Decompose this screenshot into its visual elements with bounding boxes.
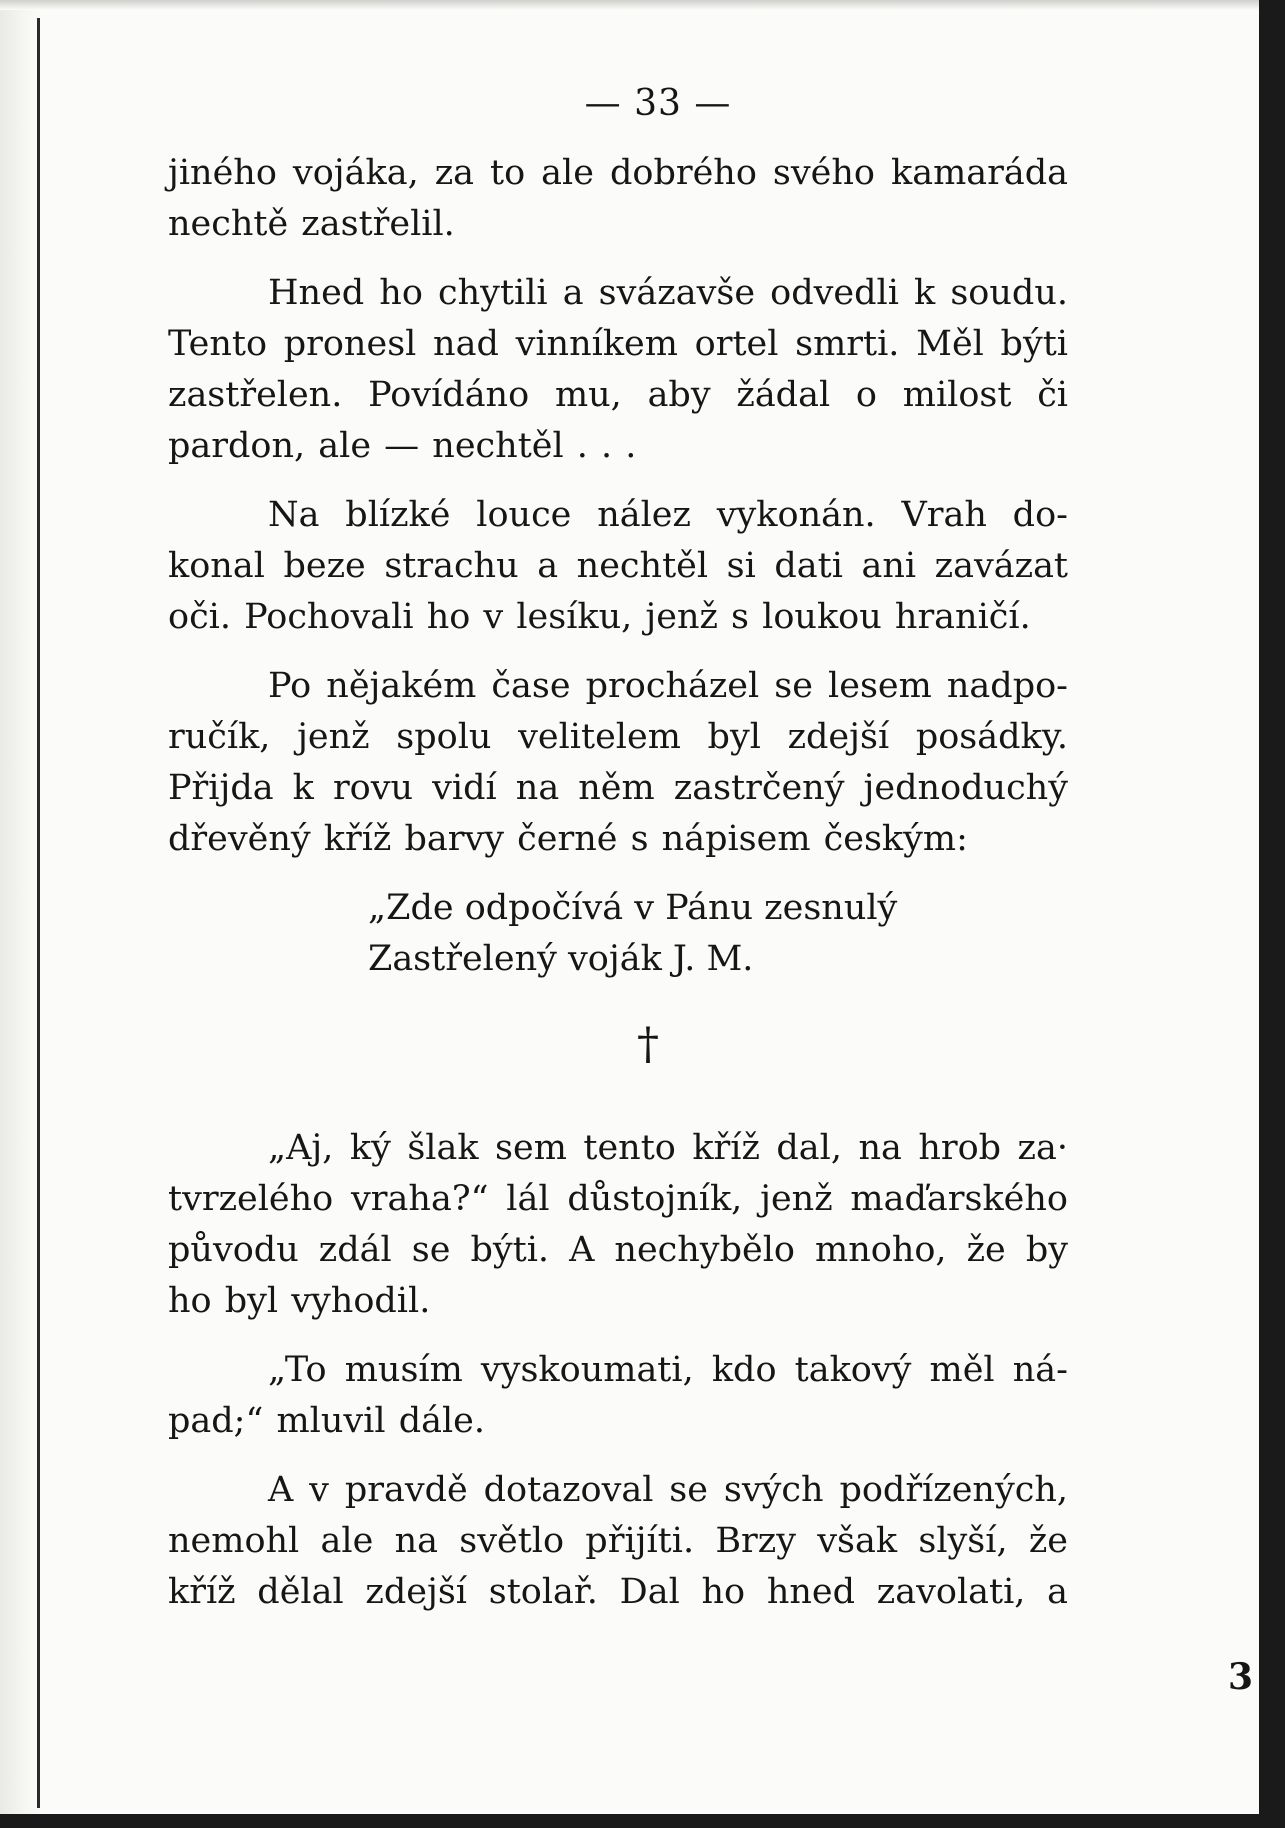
text-line: Po nějakém čase procházel se lesem nadpo- bbox=[268, 666, 1068, 706]
paragraph-6 bbox=[168, 1345, 1068, 1447]
scan-edge-left bbox=[0, 0, 42, 1828]
text-line: zastřelen. Povídáno mu, aby žádal o milost či bbox=[168, 375, 1068, 415]
paragraph-7 bbox=[168, 1465, 1068, 1618]
paragraph-3 bbox=[168, 490, 1068, 643]
text-line: Tento pronesl nad vinníkem ortel smrti. Měl býti bbox=[168, 324, 1068, 364]
text-line: A v pravdě dotazoval se svých podřízených, bbox=[268, 1470, 1068, 1510]
printer-signature-mark: 3 bbox=[1227, 1656, 1253, 1698]
text-line: dřevěný kříž barvy černé s nápisem českým: bbox=[168, 819, 968, 859]
paragraph-5 bbox=[168, 1123, 1068, 1327]
text-line: „To musím vyskoumati, kdo takový měl ná- bbox=[268, 1350, 1068, 1390]
text-line: ho byl vyhodil. bbox=[168, 1281, 431, 1321]
page-number: — 33 — bbox=[584, 83, 732, 124]
book-page bbox=[168, 78, 1068, 1618]
text-line: kříž dělal zdejší stolař. Dal ho hned zavolati, a bbox=[168, 1572, 1068, 1612]
text-line: Přijda k rovu vidí na něm zastrčený jednoduchý bbox=[168, 768, 1068, 808]
text-line: nemohl ale na světlo přijíti. Brzy však slyší, že bbox=[168, 1521, 1068, 1561]
binding-line bbox=[37, 18, 40, 1808]
scan-frame-right bbox=[1259, 0, 1285, 1828]
text-line: „Aj, ký šlak sem tento kříž dal, na hrob za· bbox=[268, 1128, 1068, 1168]
text-line: pardon, ale — nechtěl . . . bbox=[168, 426, 637, 466]
grave-inscription bbox=[368, 883, 1068, 985]
text-line: původu zdál se býti. A nechybělo mnoho, že by bbox=[168, 1230, 1068, 1270]
text-line: nechtě zastřelil. bbox=[168, 204, 455, 244]
scan-frame-bottom bbox=[0, 1814, 1285, 1828]
text-line: Na blízké louce nález vykonán. Vrah do- bbox=[268, 495, 1068, 535]
paragraph-4 bbox=[168, 661, 1068, 865]
paragraph-2 bbox=[168, 268, 1068, 472]
cross-icon: † bbox=[637, 1019, 659, 1070]
text-line: oči. Pochovali ho v lesíku, jenž s loukou hraničí. bbox=[168, 597, 1031, 637]
text-line: jiného vojáka, za to ale dobrého svého kamaráda bbox=[168, 153, 1068, 193]
text-line: ručík, jenž spolu velitelem byl zdejší posádky. bbox=[168, 717, 1068, 757]
paragraph-1 bbox=[168, 148, 1068, 250]
text-line: konal beze strachu a nechtěl si dati ani zavázat bbox=[168, 546, 1068, 586]
inscription-line: „Zde odpočívá v Pánu zesnulý bbox=[368, 888, 898, 928]
text-line: pad;“ mluvil dále. bbox=[168, 1401, 486, 1441]
scan-frame-top bbox=[0, 0, 1285, 10]
text-line: tvrzelého vraha?“ lál důstojník, jenž maďarského bbox=[168, 1179, 1068, 1219]
text-line: Hned ho chytili a svázavše odvedli k soudu. bbox=[268, 273, 1068, 313]
inscription-line: Zastřelený voják J. M. bbox=[368, 939, 754, 979]
